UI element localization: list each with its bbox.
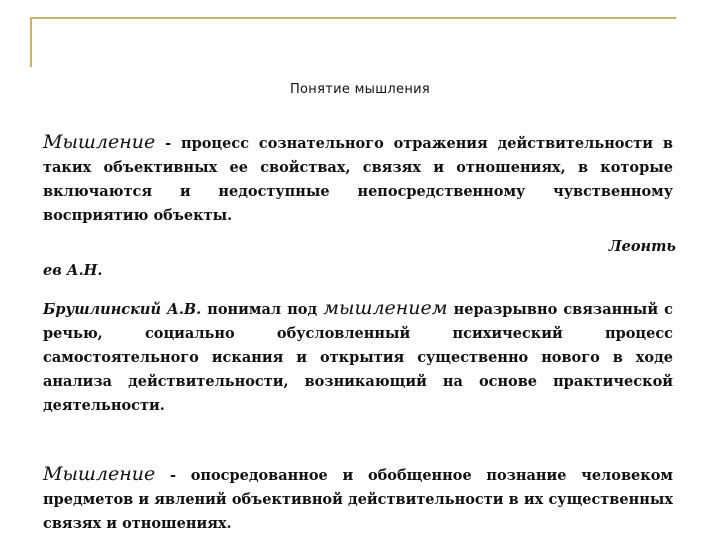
frame-top-line xyxy=(30,17,676,19)
slide-title: Понятие мышления xyxy=(289,82,431,97)
term-thinking-3: Мышление xyxy=(43,463,156,485)
definition-2-lead: понимал под xyxy=(201,301,324,318)
definition-2-text: неразрывно связанный с речью, социально обусловленный психический процесс самостоятельного искания и открытия существенно нового в ходе анализа действительности, возникающий на основе практической деятельности. xyxy=(43,301,673,414)
author-leontiev-part2: ев А.Н. xyxy=(43,262,103,279)
definition-1-text: - процесс сознательного отражения действительности в таких объективных ее свойствах, связях и отношениях, в которые включаются и недоступные непосредственному чувственному восприятию объекты. xyxy=(43,135,673,224)
definition-paragraph-2 xyxy=(43,296,673,418)
term-thinking-2: мышлением xyxy=(323,297,448,319)
definition-3-text: - опосредованное и обобщенное познание человеком предметов и явлений объективной действительности в их существенных связях и отношениях. xyxy=(43,467,673,532)
definition-paragraph-1 xyxy=(43,130,673,228)
definition-paragraph-3 xyxy=(43,462,673,536)
author-brushlinsky: Брушлинский А.В. xyxy=(43,301,202,318)
frame-left-line xyxy=(30,17,32,67)
author-leontiev-part1: Леонть xyxy=(608,238,676,255)
term-thinking-1: Мышление xyxy=(43,131,156,153)
